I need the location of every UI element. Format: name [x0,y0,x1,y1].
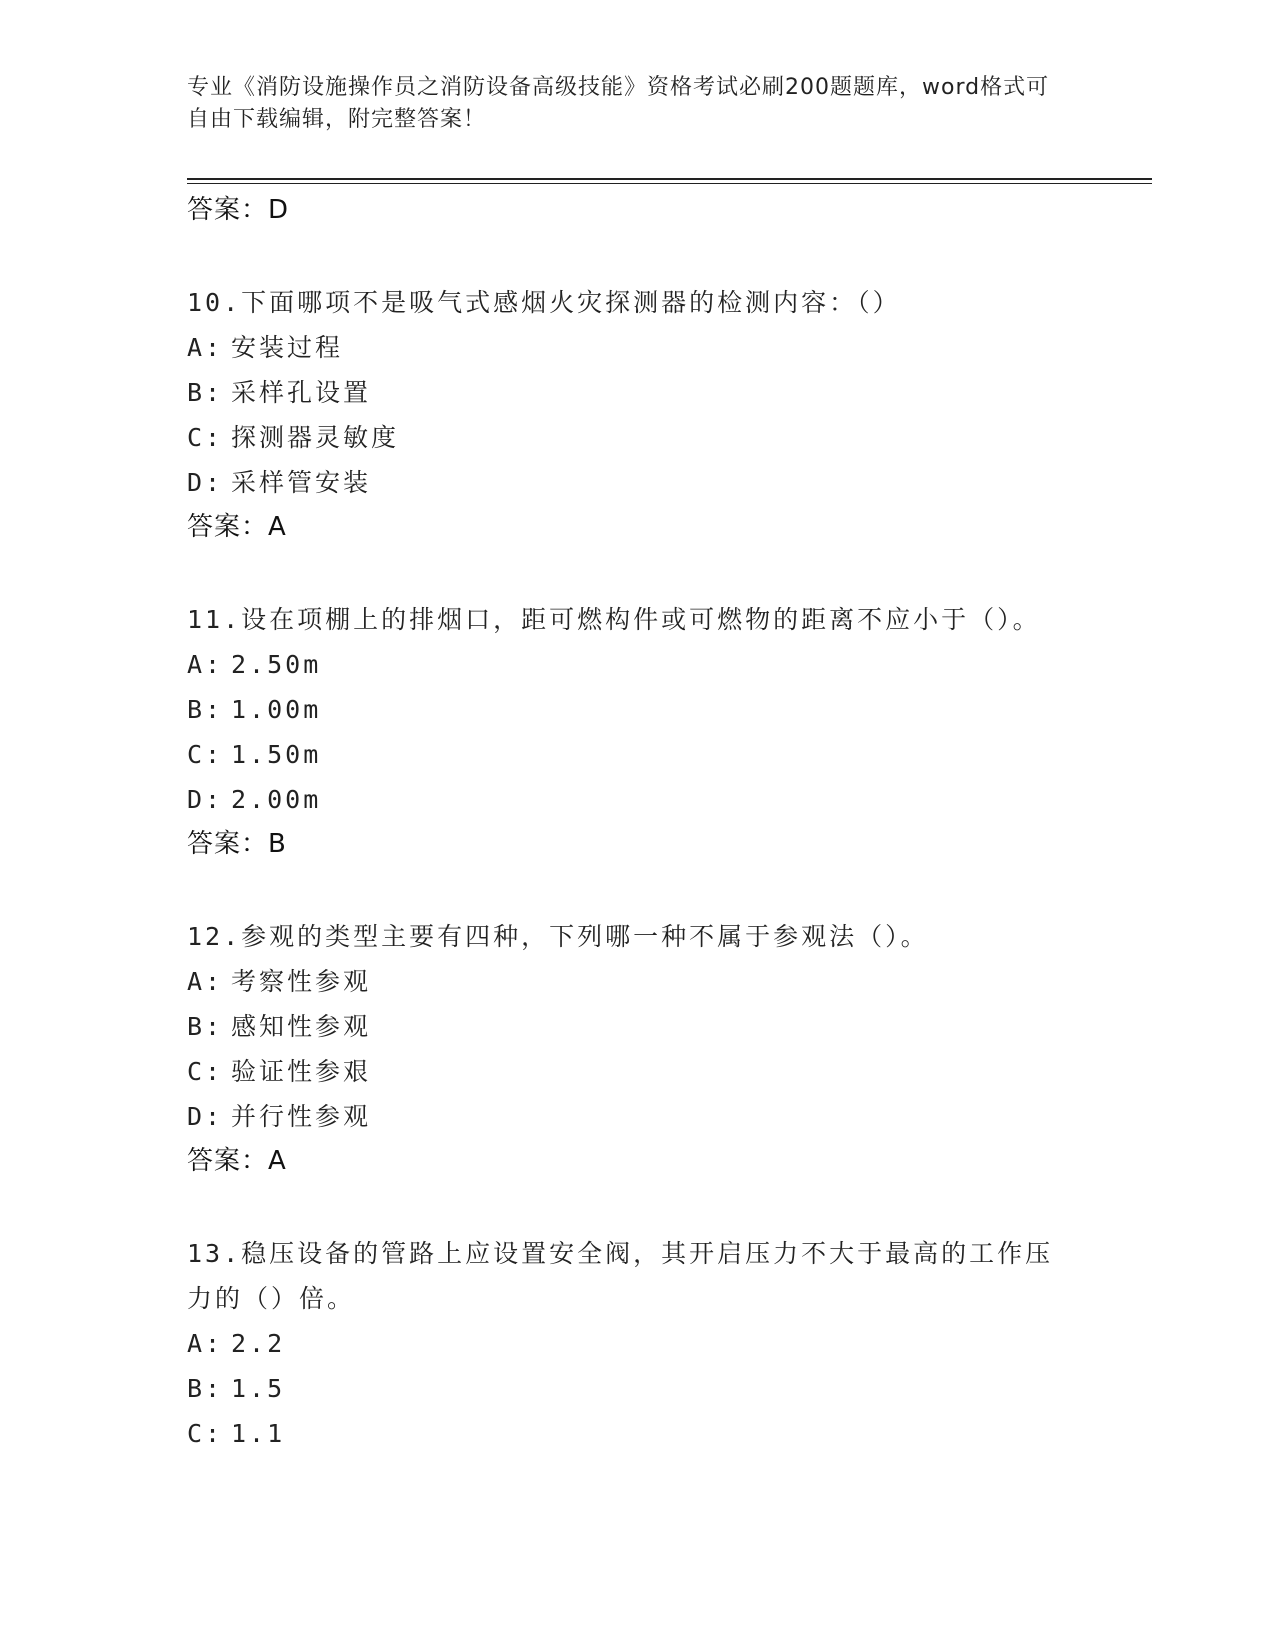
question-item [187,280,1087,597]
option-d [187,777,1087,822]
option-b [187,1004,1087,1049]
answer-line: 答案：A [187,1146,287,1176]
option-letter: C: [187,1419,224,1448]
option-b [187,1366,1087,1411]
option-c [187,732,1087,777]
option-text: 1.5 [231,1374,286,1403]
option-letter: A: [187,650,224,679]
option-text: 2.00m [231,785,322,814]
document-header: 专业《消防设施操作员之消防设备高级技能》资格考试必刷200题题库，word格式可自由下载编辑，附完整答案！ [187,75,1050,132]
option-c [187,1049,1087,1094]
answer-line: 答案：D [187,195,290,225]
option-letter: C: [187,1057,224,1086]
option-letter: D: [187,1102,224,1131]
option-d [187,460,1087,505]
question-stem: 11.设在项棚上的排烟口，距可燃构件或可燃物的距离不应小于（）。 [187,605,1041,634]
option-letter: B: [187,378,224,407]
option-letter: D: [187,785,224,814]
option-letter: A: [187,967,224,996]
header-divider-thick [187,178,1152,180]
option-text: 安装过程 [231,333,344,362]
option-letter: D: [187,468,224,497]
option-c [187,415,1087,460]
answer-line: 答案：B [187,829,287,859]
option-letter: A: [187,333,224,362]
option-text: 采样管安装 [231,468,372,497]
option-text: 1.50m [231,740,322,769]
option-d [187,1094,1087,1139]
option-a [187,1321,1087,1366]
question-stem: 13.稳压设备的管路上应设置安全阀，其开启压力不大于最高的工作压力的（）倍。 [187,1239,1054,1313]
question-stem: 12.参观的类型主要有四种，下列哪一种不属于参观法（）。 [187,922,929,951]
option-letter: B: [187,1374,224,1403]
option-letter: C: [187,740,224,769]
question-list [187,188,1087,1456]
option-text: 感知性参观 [231,1012,372,1041]
option-a [187,325,1087,370]
question-item [187,597,1087,914]
option-text: 2.50m [231,650,322,679]
option-letter: A: [187,1329,224,1358]
option-letter: C: [187,423,224,452]
option-letter: B: [187,1012,224,1041]
option-text: 2.2 [231,1329,286,1358]
option-text: 并行性参观 [231,1102,372,1131]
option-b [187,370,1087,415]
option-text: 1.00m [231,695,322,724]
question-stem: 10.下面哪项不是吸气式感烟火灾探测器的检测内容：（） [187,288,901,317]
option-text: 考察性参观 [231,967,372,996]
option-c [187,1411,1087,1456]
option-text: 采样孔设置 [231,378,372,407]
option-text: 探测器灵敏度 [231,423,400,452]
answer-line: 答案：A [187,512,287,542]
option-a [187,959,1087,1004]
option-text: 验证性参艰 [231,1057,372,1086]
option-a [187,642,1087,687]
question-item [187,1231,1087,1456]
header-divider-thin [187,183,1152,184]
option-text: 1.1 [231,1419,286,1448]
question-item [187,914,1087,1231]
option-letter: B: [187,695,224,724]
option-b [187,687,1087,732]
